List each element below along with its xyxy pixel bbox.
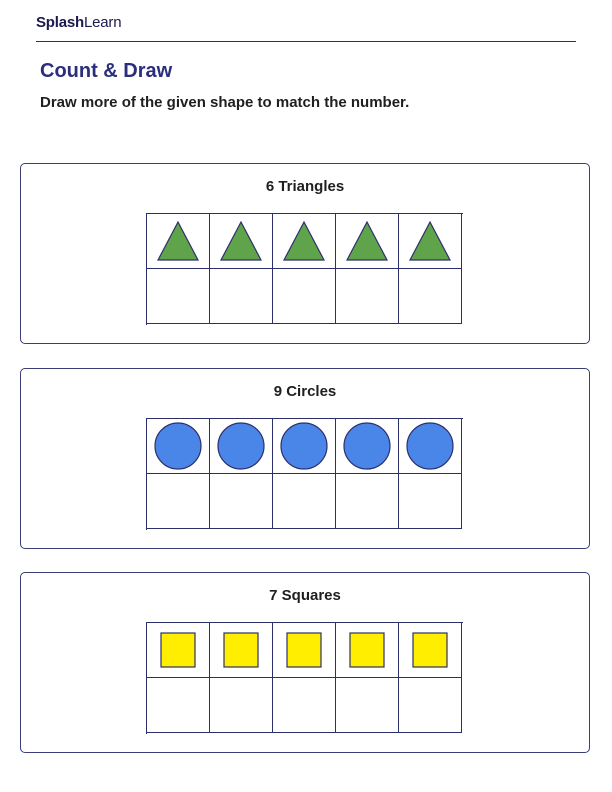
square-icon bbox=[341, 626, 393, 674]
frame-cell-empty[interactable] bbox=[399, 269, 462, 324]
frame-cell-filled bbox=[147, 214, 210, 269]
frame-cell-empty[interactable] bbox=[336, 678, 399, 733]
problem-label: 9 Circles bbox=[273, 383, 337, 400]
frame-cell-filled bbox=[147, 623, 210, 678]
circle-icon bbox=[404, 422, 456, 470]
frame-cell-empty[interactable] bbox=[399, 474, 462, 529]
frame-cell-empty[interactable] bbox=[273, 269, 336, 324]
frame-cell-filled bbox=[273, 214, 336, 269]
page-title: Count & Draw bbox=[40, 60, 173, 82]
problem-card-triangles bbox=[20, 163, 590, 344]
ten-frame bbox=[146, 213, 463, 325]
frame-cell-filled bbox=[210, 623, 273, 678]
frame-cell-filled bbox=[399, 214, 462, 269]
frame-cell-filled bbox=[210, 419, 273, 474]
frame-cell-filled bbox=[399, 623, 462, 678]
square-icon bbox=[278, 626, 330, 674]
frame-cell-empty[interactable] bbox=[273, 678, 336, 733]
frame-cell-empty[interactable] bbox=[210, 269, 273, 324]
circle-icon bbox=[341, 422, 393, 470]
frame-cell-empty[interactable] bbox=[399, 678, 462, 733]
square-icon bbox=[152, 626, 204, 674]
frame-cell-filled bbox=[336, 623, 399, 678]
frame-cell-filled bbox=[273, 419, 336, 474]
triangle-icon bbox=[152, 217, 204, 265]
ten-frame bbox=[146, 418, 463, 530]
square-icon bbox=[215, 626, 267, 674]
frame-cell-empty[interactable] bbox=[336, 269, 399, 324]
brand-logo-light: Learn bbox=[83, 14, 122, 31]
ten-frame bbox=[146, 622, 463, 734]
problem-label: 6 Triangles bbox=[265, 178, 345, 195]
circle-icon bbox=[152, 422, 204, 470]
frame-cell-filled bbox=[336, 214, 399, 269]
frame-cell-filled bbox=[210, 214, 273, 269]
brand-logo-bold: Splash bbox=[36, 14, 84, 31]
frame-cell-empty[interactable] bbox=[336, 474, 399, 529]
frame-cell-empty[interactable] bbox=[210, 474, 273, 529]
frame-cell-filled bbox=[147, 419, 210, 474]
frame-cell-filled bbox=[336, 419, 399, 474]
square-icon bbox=[404, 626, 456, 674]
brand-logo bbox=[36, 14, 121, 31]
triangle-icon bbox=[215, 217, 267, 265]
problem-card-circles bbox=[20, 368, 590, 549]
problem-label: 7 Squares bbox=[269, 587, 341, 604]
circle-icon bbox=[215, 422, 267, 470]
circle-icon bbox=[278, 422, 330, 470]
frame-cell-empty[interactable] bbox=[147, 474, 210, 529]
frame-cell-empty[interactable] bbox=[273, 474, 336, 529]
instructions: Draw more of the given shape to match the number. bbox=[40, 94, 410, 111]
frame-cell-filled bbox=[273, 623, 336, 678]
frame-cell-empty[interactable] bbox=[147, 678, 210, 733]
triangle-icon bbox=[341, 217, 393, 265]
frame-cell-empty[interactable] bbox=[147, 269, 210, 324]
header-divider bbox=[36, 41, 576, 42]
problem-card-squares bbox=[20, 572, 590, 753]
triangle-icon bbox=[404, 217, 456, 265]
frame-cell-empty[interactable] bbox=[210, 678, 273, 733]
triangle-icon bbox=[278, 217, 330, 265]
frame-cell-filled bbox=[399, 419, 462, 474]
